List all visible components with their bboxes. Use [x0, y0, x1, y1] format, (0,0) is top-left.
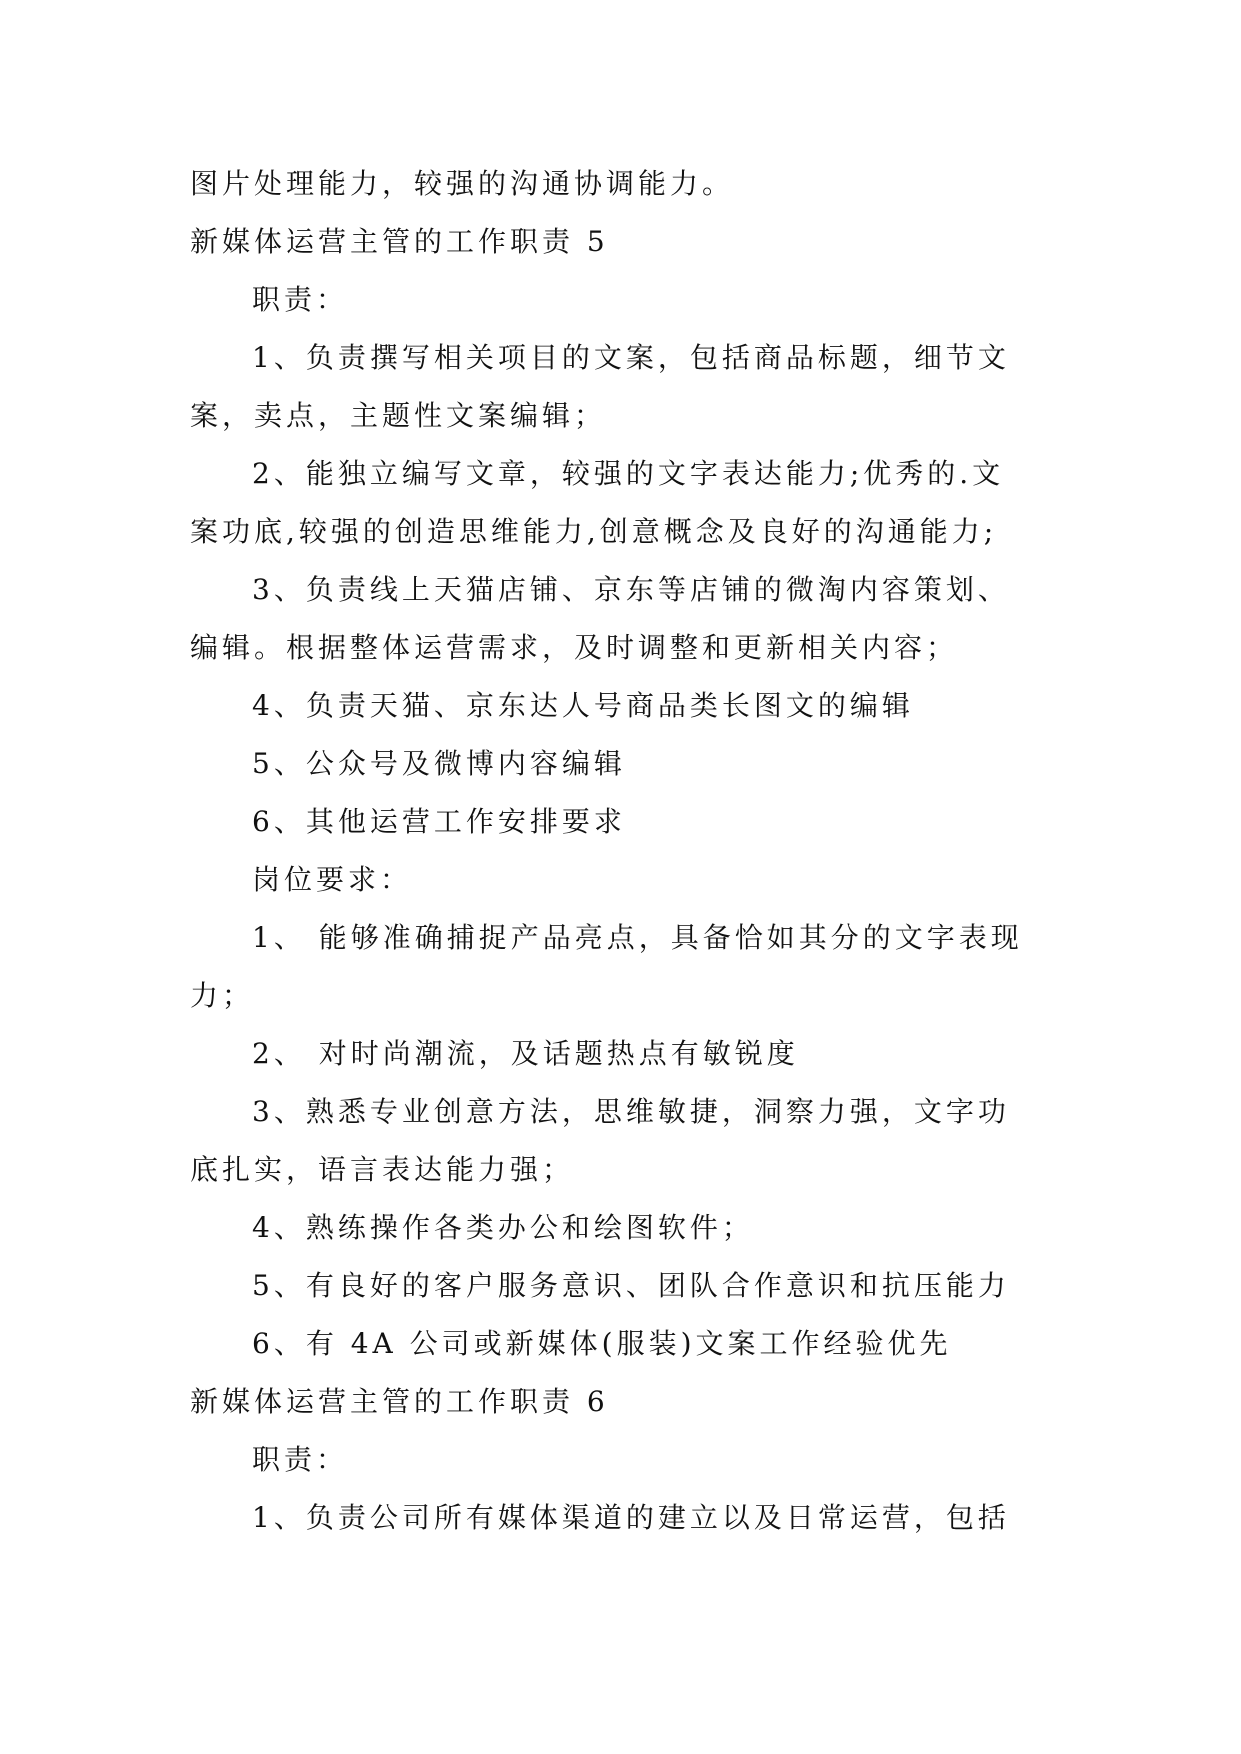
paragraph-line: 1、负责撰写相关项目的文案，包括商品标题，细节文 — [252, 341, 1010, 374]
paragraph-line: 案功底,较强的创造思维能力,创意概念及良好的沟通能力; — [190, 515, 998, 548]
subheading-duties: 职责： — [252, 283, 349, 316]
section-heading-5: 新媒体运营主管的工作职责 5 — [190, 225, 609, 258]
paragraph-line: 1、负责公司所有媒体渠道的建立以及日常运营，包括 — [252, 1501, 1010, 1534]
paragraph-line: 2、能独立编写文章，较强的文字表达能力;优秀的.文 — [252, 457, 1005, 490]
paragraph-line: 图片处理能力，较强的沟通协调能力。 — [190, 167, 735, 200]
subheading-duties: 职责： — [252, 1443, 349, 1476]
section-heading-6: 新媒体运营主管的工作职责 6 — [190, 1385, 609, 1418]
paragraph-line: 底扎实，语言表达能力强； — [190, 1153, 575, 1186]
paragraph-line: 3、熟悉专业创意方法，思维敏捷，洞察力强，文字功 — [252, 1095, 1010, 1128]
paragraph-line: 5、公众号及微博内容编辑 — [252, 747, 626, 780]
paragraph-line: 编辑。根据整体运营需求，及时调整和更新相关内容； — [190, 631, 959, 664]
document-body — [190, 155, 1050, 1547]
paragraph-line: 6、其他运营工作安排要求 — [252, 805, 626, 838]
paragraph-line: 1、 能够准确捕捉产品亮点，具备恰如其分的文字表现 — [252, 921, 1023, 954]
paragraph-line: 3、负责线上天猫店铺、京东等店铺的微淘内容策划、 — [252, 573, 1010, 606]
subheading-requirements: 岗位要求： — [252, 863, 413, 896]
paragraph-line: 4、负责天猫、京东达人号商品类长图文的编辑 — [252, 689, 914, 722]
paragraph-line: 案，卖点，主题性文案编辑； — [190, 399, 607, 432]
paragraph-line: 5、有良好的客户服务意识、团队合作意识和抗压能力 — [252, 1269, 1010, 1302]
paragraph-line: 力； — [190, 979, 255, 1012]
paragraph-line: 4、熟练操作各类办公和绘图软件； — [252, 1211, 754, 1244]
paragraph-line: 6、有 4A 公司或新媒体(服装)文案工作经验优先 — [252, 1327, 952, 1360]
paragraph-line: 2、 对时尚潮流，及话题热点有敏锐度 — [252, 1037, 799, 1070]
